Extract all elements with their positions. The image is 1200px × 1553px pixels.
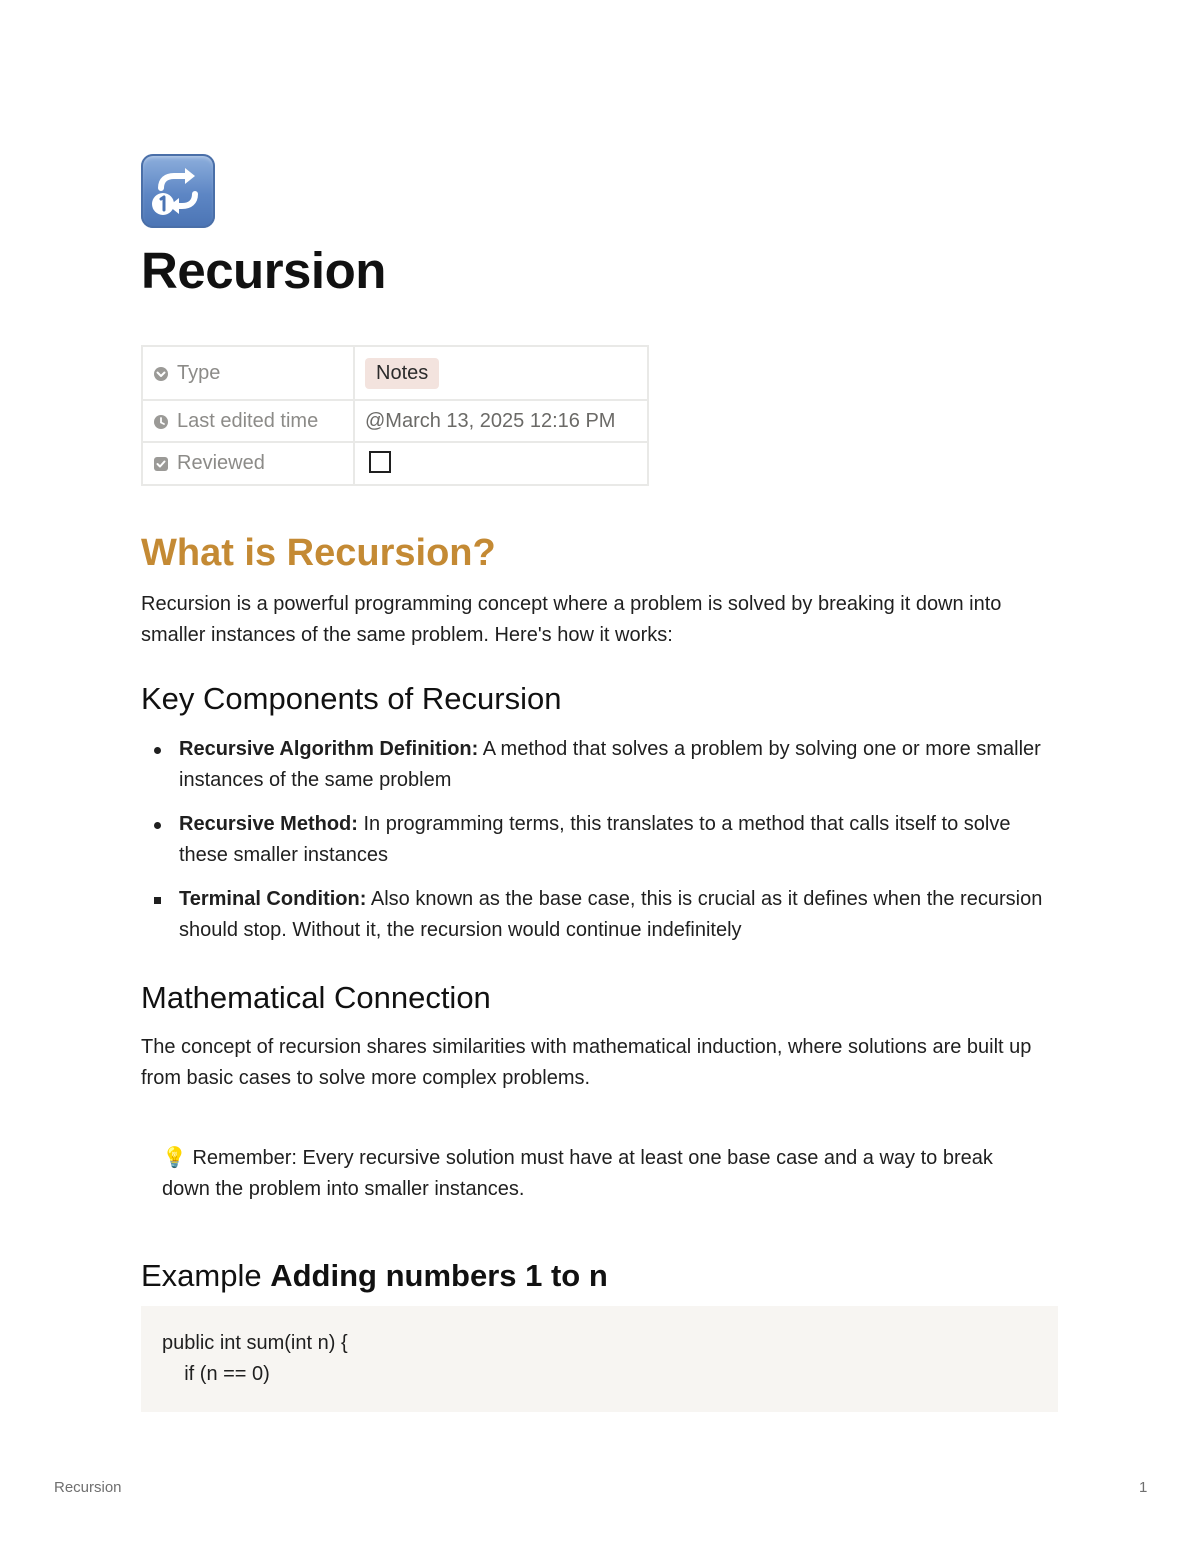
checkbox-property-icon	[153, 456, 169, 472]
list-item	[141, 734, 1061, 796]
property-row-last-edited	[142, 400, 648, 442]
bullet-square-icon	[154, 897, 161, 904]
section-heading-example	[141, 1256, 608, 1296]
example-heading-bold: Adding numbers 1 to n	[270, 1258, 608, 1293]
property-key	[142, 346, 354, 400]
list-item	[141, 809, 1061, 871]
property-row-reviewed	[142, 442, 648, 485]
property-value[interactable]	[354, 346, 648, 400]
properties-table	[141, 345, 649, 486]
property-label: Type	[177, 361, 221, 384]
property-value	[354, 442, 648, 485]
section-heading-math: Mathematical Connection	[141, 980, 491, 1015]
key-components-list	[141, 734, 1061, 959]
bullet-icon	[154, 822, 161, 829]
bullet-icon	[154, 747, 161, 754]
property-key	[142, 442, 354, 485]
footer-page-number: 1	[1139, 1479, 1148, 1496]
property-label: Reviewed	[177, 452, 265, 474]
list-item-text: Also known as the base case, this is crucial as it defines when the recursion should stop. Without it, the recursion would continue indefinitely	[179, 888, 1043, 941]
repeat-single-icon	[141, 154, 215, 228]
property-row-type	[142, 346, 648, 400]
callout-text: Remember: Every recursive solution must have at least one base case and a way to break down the problem into smaller instances.	[162, 1147, 993, 1200]
math-paragraph: The concept of recursion shares similarities with mathematical induction, where solutions are built up from basic cases to solve more complex problems.	[141, 1036, 1032, 1089]
list-item	[141, 884, 1061, 946]
list-item-text: A method that solves a problem by solving one or more smaller instances of the same problem	[179, 738, 1041, 791]
list-item-term: Recursive Algorithm Definition:	[179, 738, 479, 760]
last-edited-value: @March 13, 2025 12:16 PM	[354, 400, 648, 442]
example-heading-prefix: Example	[141, 1258, 271, 1293]
clock-icon	[153, 414, 169, 430]
type-tag[interactable]: Notes	[365, 358, 439, 389]
section-heading-key-components: Key Components of Recursion	[141, 681, 562, 716]
property-key	[142, 400, 354, 442]
list-item-term: Terminal Condition:	[179, 888, 367, 910]
callout	[141, 1126, 1058, 1222]
list-item-term: Recursive Method:	[179, 813, 358, 835]
section-heading-what-is: What is Recursion?	[141, 532, 496, 574]
intro-paragraph: Recursion is a powerful programming concept where a problem is solved by breaking it down into smaller instances of the same problem. Here's how it works:	[141, 593, 1002, 646]
reviewed-checkbox[interactable]	[369, 451, 391, 473]
page-title: Recursion	[141, 242, 386, 299]
footer-doc-name: Recursion	[54, 1479, 122, 1496]
code-block[interactable]	[141, 1306, 1058, 1412]
code-line: if (n == 0)	[162, 1363, 270, 1385]
code-line: public int sum(int n) {	[162, 1332, 348, 1354]
property-label: Last edited time	[177, 409, 319, 432]
lightbulb-icon: 💡	[162, 1147, 187, 1169]
select-icon	[153, 366, 169, 382]
list-item-text: In programming terms, this translates to a method that calls itself to solve these smaller instances	[179, 813, 1011, 866]
